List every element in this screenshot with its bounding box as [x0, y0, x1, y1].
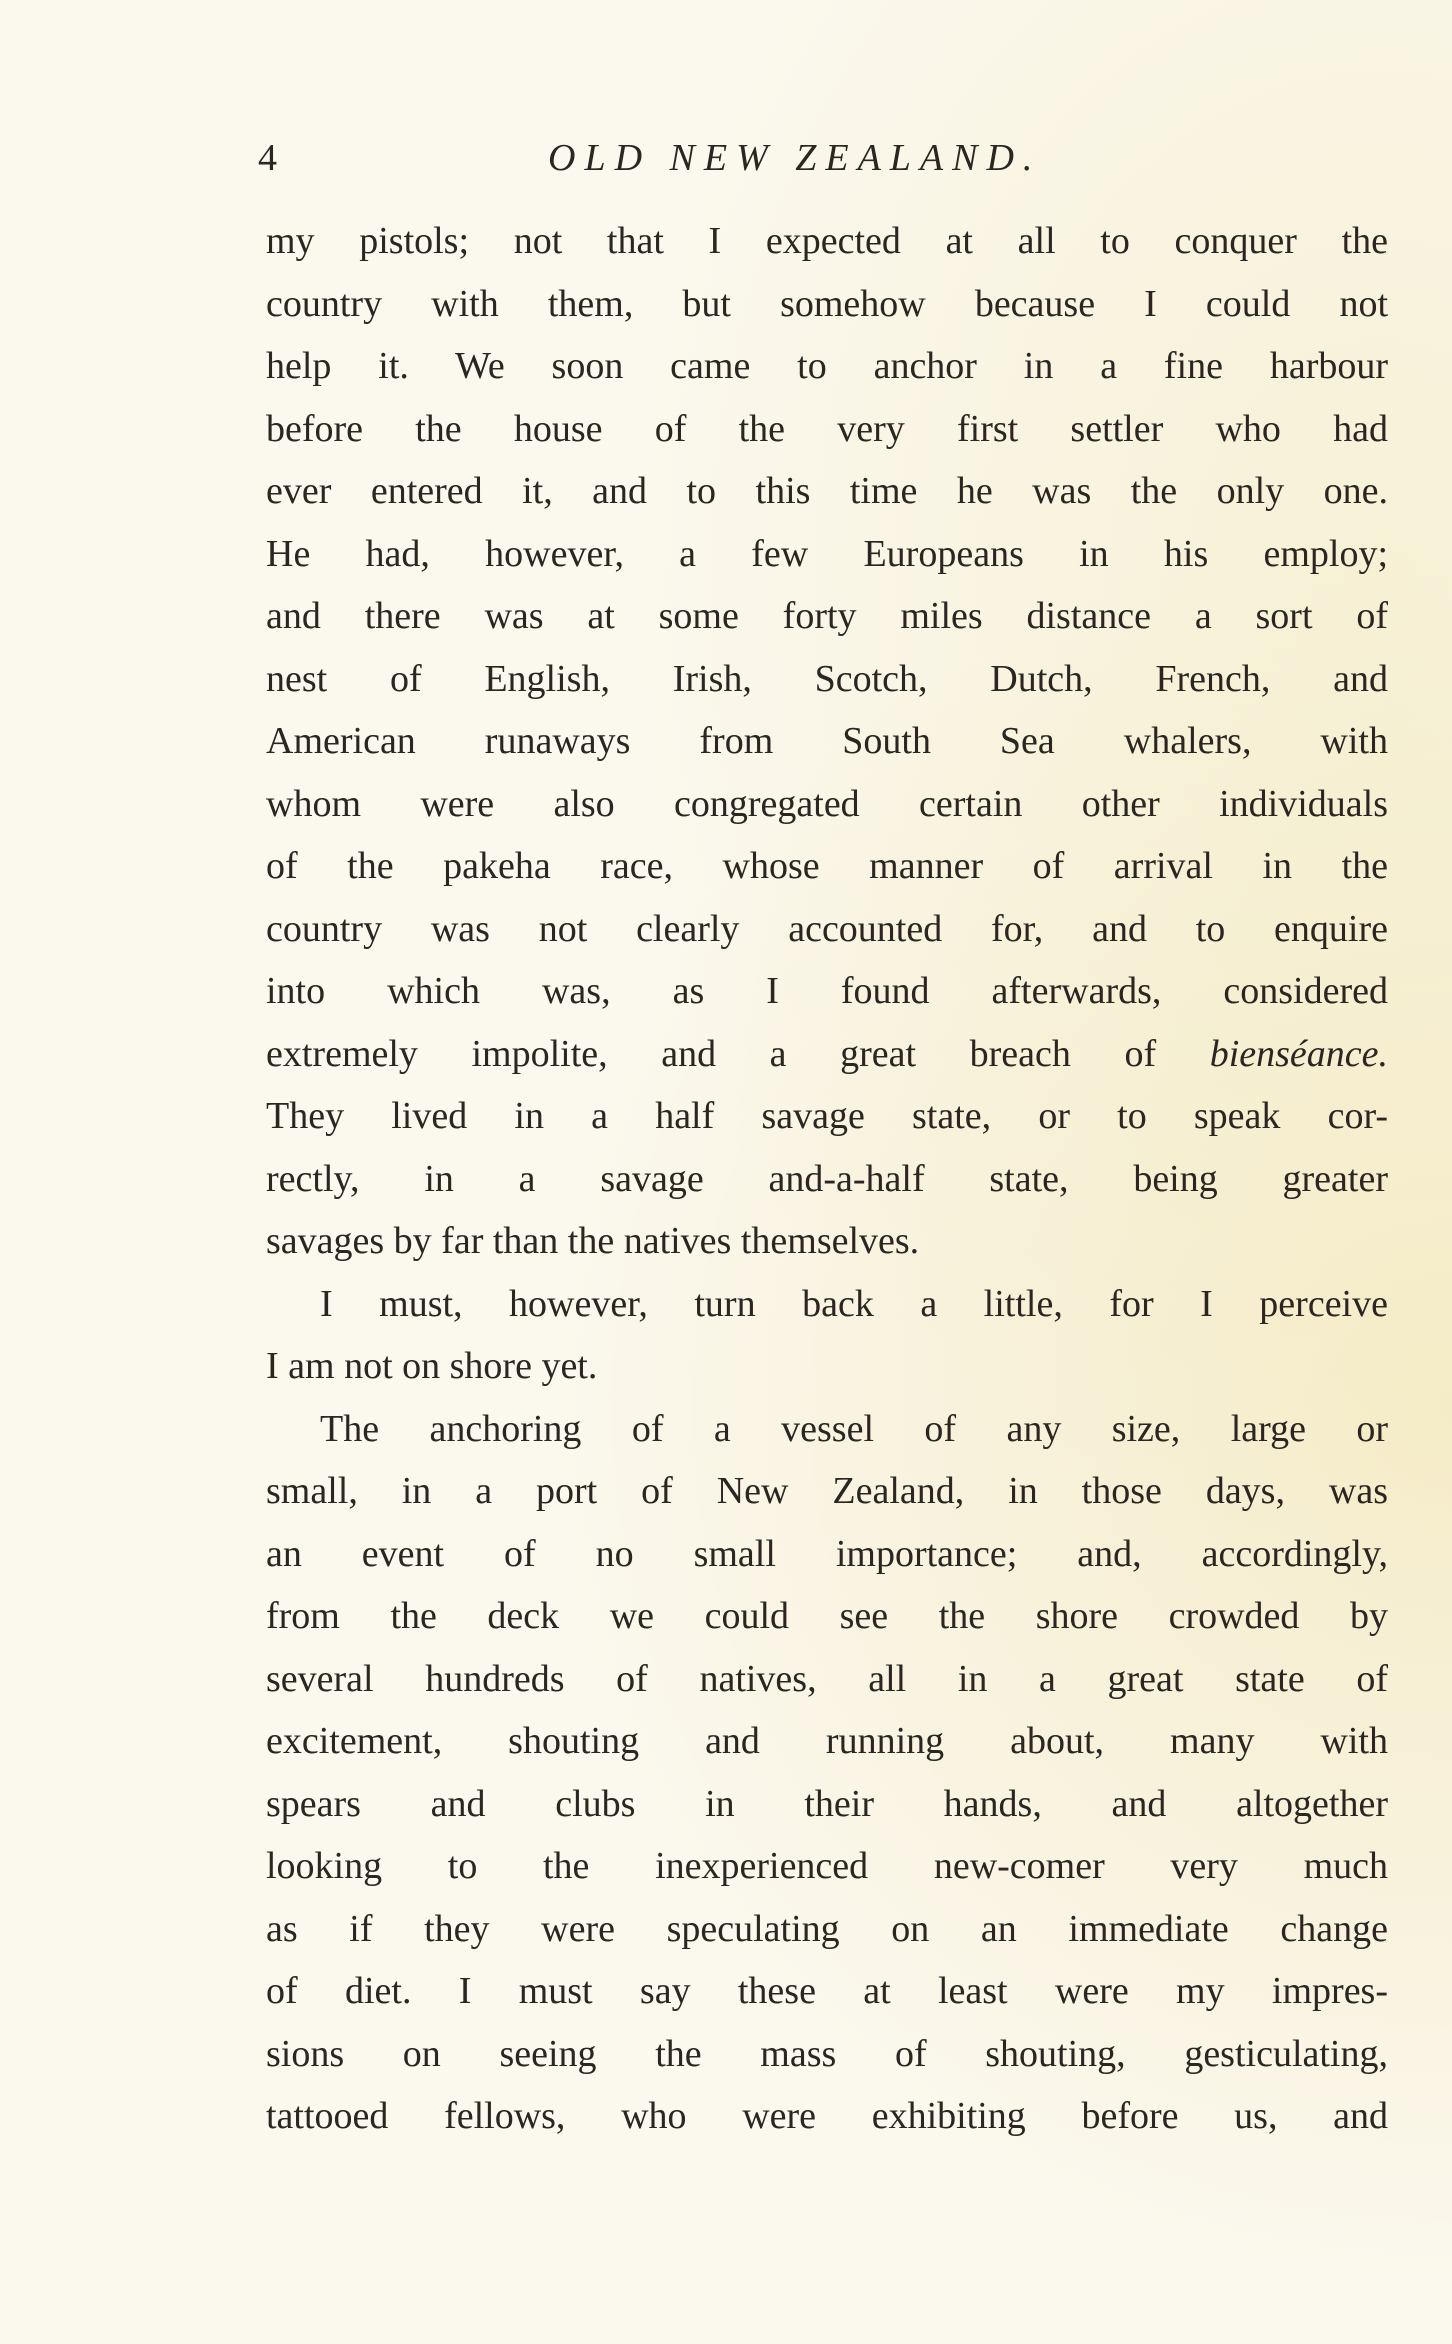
- running-title: OLD NEW ZEALAND.: [548, 137, 1042, 179]
- text-line: of diet. I must say these at least were my impres-: [266, 1970, 1388, 2012]
- text-line: before the house of the very first settler who had: [266, 407, 1388, 450]
- text-line: extremely impolite, and a great breach of bienséance.: [266, 1032, 1388, 1075]
- text-line: and there was at some forty miles distance a sort of: [266, 595, 1388, 637]
- text-line: American runaways from South Sea whalers, with: [266, 720, 1388, 762]
- body-text: [266, 210, 1388, 2148]
- text-line: excitement, shouting and running about, many with: [266, 1720, 1388, 1762]
- text-line: tattooed fellows, who were exhibiting before us, and: [266, 2095, 1388, 2137]
- italic-word: bienséance.: [1209, 1032, 1388, 1075]
- text-line: ever entered it, and to this time he was the only one.: [266, 470, 1388, 512]
- text-line: as if they were speculating on an immediate change: [266, 1907, 1388, 1950]
- text-line: The anchoring of a vessel of any size, large or: [320, 1407, 1388, 1450]
- text-line: country was not clearly accounted for, and to enquire: [266, 907, 1388, 950]
- text-line: country with them, but somehow because I could not: [266, 282, 1388, 325]
- text-line: I must, however, turn back a little, for I perceive: [320, 1282, 1388, 1325]
- running-head: [258, 128, 1388, 188]
- text-line: several hundreds of natives, all in a great state of: [266, 1657, 1388, 1700]
- text-line: I am not on shore yet.: [266, 1345, 598, 1387]
- text-line: spears and clubs in their hands, and altogether: [266, 1782, 1388, 1825]
- text-line: looking to the inexperienced new-comer very much: [266, 1845, 1388, 1887]
- text-line: from the deck we could see the shore crowded by: [266, 1595, 1388, 1637]
- text-line: sions on seeing the mass of shouting, gesticulating,: [266, 2032, 1388, 2075]
- page-number: 4: [258, 137, 277, 179]
- text-line: an event of no small importance; and, accordingly,: [266, 1532, 1388, 1575]
- text-line: of the pakeha race, whose manner of arrival in the: [266, 845, 1388, 887]
- text-line: He had, however, a few Europeans in his employ;: [266, 532, 1388, 575]
- text-line: rectly, in a savage and-a-half state, being greater: [266, 1157, 1388, 1200]
- text-line: help it. We soon came to anchor in a fine harbour: [266, 345, 1388, 387]
- text-line: into which was, as I found afterwards, considered: [266, 970, 1388, 1012]
- text-line: They lived in a half savage state, or to speak cor-: [266, 1095, 1388, 1137]
- text-line: savages by far than the natives themselves.: [266, 1220, 920, 1262]
- text-line: nest of English, Irish, Scotch, Dutch, French, and: [266, 657, 1388, 700]
- text-line: whom were also congregated certain other individuals: [266, 782, 1388, 825]
- text-line: small, in a port of New Zealand, in those days, was: [266, 1470, 1388, 1512]
- text-line: my pistols; not that I expected at all to conquer the: [266, 220, 1388, 262]
